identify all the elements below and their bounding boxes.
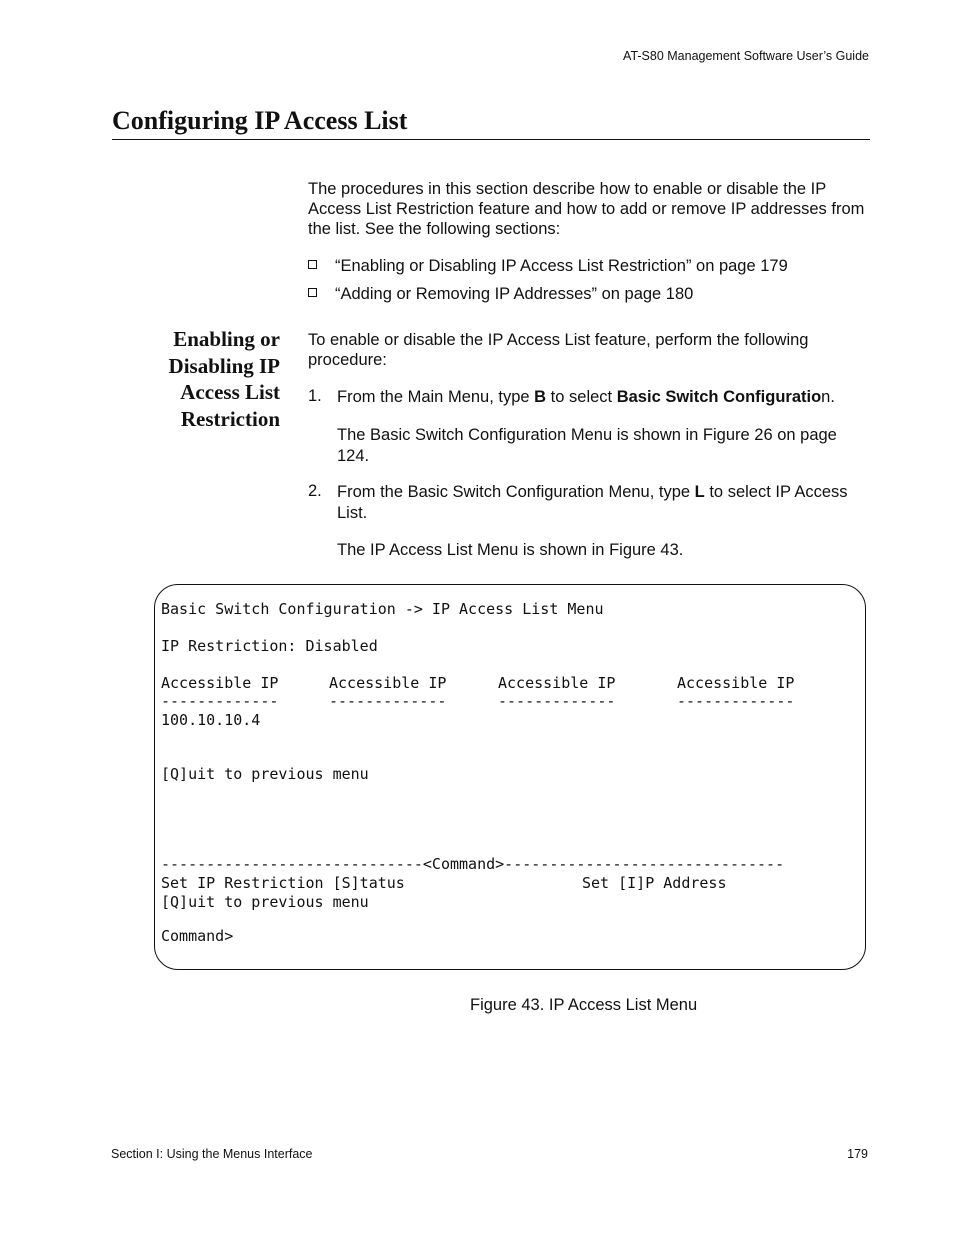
column-underline: ------------- — [329, 692, 447, 710]
step-text-part: From the Main Menu, type — [337, 388, 535, 406]
checkbox-bullet-icon — [308, 288, 317, 297]
menu-key: L — [694, 483, 705, 501]
step-number: 1. — [308, 387, 322, 405]
section-heading — [130, 326, 280, 432]
command-option: Set [I]P Address — [582, 874, 727, 892]
figure-caption: Figure 43. IP Access List Menu — [470, 996, 698, 1014]
section-intro: To enable or disable the IP Access List feature, perform the following procedure: — [308, 331, 809, 369]
step-number: 2. — [308, 482, 322, 500]
column-header: Accessible IP — [329, 674, 447, 692]
step-text — [337, 482, 869, 523]
footer-section: Section I: Using the Menus Interface — [111, 1147, 313, 1161]
ip-restriction-status: IP Restriction: Disabled — [161, 637, 378, 655]
step-text-part: to select IP Access List. — [337, 483, 848, 522]
column-header: Accessible IP — [498, 674, 616, 692]
menu-breadcrumb: Basic Switch Configuration -> IP Access List Menu — [161, 600, 604, 618]
running-header: AT-S80 Management Software User’s Guide — [623, 49, 869, 63]
command-option: Set IP Restriction [S]tatus — [161, 874, 405, 892]
ip-entry: 100.10.10.4 — [161, 711, 261, 729]
section-heading-line: Access List — [180, 380, 280, 404]
menu-key: B — [534, 388, 547, 406]
column-header: Accessible IP — [677, 674, 795, 692]
checkbox-bullet-icon — [308, 260, 317, 269]
page-title: Configuring IP Access List — [112, 106, 408, 135]
column-underline: ------------- — [161, 692, 279, 710]
cross-reference-link[interactable]: “Adding or Removing IP Addresses” on page 180 — [335, 285, 694, 303]
column-underline: ------------- — [498, 692, 616, 710]
page-number: 179 — [847, 1147, 868, 1161]
step-text-part: to select — [546, 388, 617, 406]
section-heading-line: Restriction — [180, 406, 280, 431]
section-heading-line: Disabling IP — [168, 353, 280, 378]
list-item — [308, 284, 693, 304]
step-note: The Basic Switch Configuration Menu is shown in Figure 26 on page 124. — [337, 426, 837, 465]
title-divider — [112, 139, 870, 140]
command-divider: -----------------------------<Command>------------------------------- — [161, 855, 785, 873]
list-item — [308, 256, 788, 276]
menu-name: Basic Switch Configuratio — [616, 388, 822, 406]
step-text-part: From the Basic Switch Configuration Menu, type — [337, 483, 695, 501]
column-underline: ------------- — [677, 692, 795, 710]
step-text-part: n. — [821, 388, 835, 406]
command-prompt: Command> — [161, 927, 234, 945]
step-text — [337, 387, 869, 408]
intro-paragraph: The procedures in this section describe how to enable or disable the IP Access List Restriction feature and how to add or remove IP addresses from the list. See the following sections: — [308, 180, 865, 238]
command-option: [Q]uit to previous menu — [161, 893, 369, 911]
cross-reference-link[interactable]: “Enabling or Disabling IP Access List Restriction” on page 179 — [335, 257, 788, 275]
step-note: The IP Access List Menu is shown in Figure 43. — [337, 541, 684, 559]
quit-option: [Q]uit to previous menu — [161, 765, 369, 783]
column-header: Accessible IP — [161, 674, 279, 692]
section-heading-line: Enabling or — [173, 327, 280, 351]
